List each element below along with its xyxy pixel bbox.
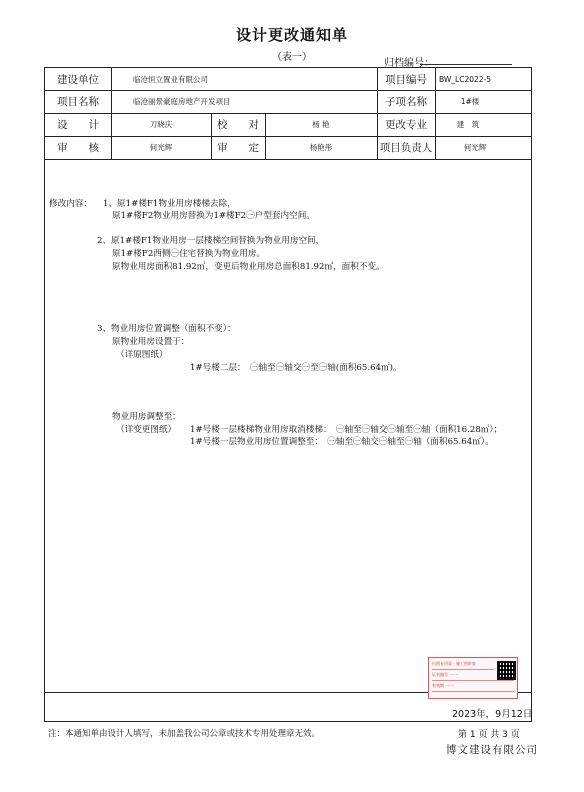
review-value: 何光辉 bbox=[149, 143, 173, 152]
content-item1-line2: 原1#楼F2物业用房替换为1#楼F2㊀户型套内空间。 bbox=[112, 211, 315, 221]
archive-number-label: 归档编号： bbox=[384, 58, 434, 69]
document-subtitle: （表一） bbox=[272, 52, 312, 63]
content-item2-line2: 原1#楼F2西侧㊀住宅替换为物业用房。 bbox=[112, 249, 266, 259]
stamp-divider bbox=[432, 680, 514, 681]
document-title: 设计更改通知单 bbox=[235, 26, 348, 44]
label-major: 更改专业 bbox=[385, 119, 427, 131]
design-value: 刀晓庆 bbox=[149, 120, 173, 129]
content-item1-line1: 1、原1#楼F1物业用房楼梯去除， bbox=[103, 199, 236, 209]
label-review: 审 核 bbox=[57, 142, 99, 154]
label-project-leader: 项目负责人 bbox=[379, 142, 433, 154]
review-stamp bbox=[428, 657, 518, 699]
major-value: 建 筑 bbox=[456, 120, 480, 129]
label-approve: 审 定 bbox=[217, 142, 259, 154]
check-value: 杨 艳 bbox=[312, 120, 330, 129]
content-item3-line7: 1#号楼一层物业用房位置调整至： ㊀轴至㊀轴交㊀轴至㊀轴（面积65.64㎡）。 bbox=[190, 437, 494, 447]
label-project-name: 项目名称 bbox=[57, 96, 99, 108]
label-project-number: 项目编号 bbox=[385, 73, 427, 86]
footer-note: 注：本通知单由设计人填写，未加盖我公司公章或技术专用处理章无效。 bbox=[48, 729, 321, 739]
qr-code-icon bbox=[497, 661, 516, 680]
label-check: 校 对 bbox=[217, 119, 259, 131]
stamp-divider bbox=[432, 669, 494, 670]
stamp-line3: 有效期 ······· bbox=[432, 683, 455, 688]
content-item3-line2: 原物业用房设置于： bbox=[112, 337, 190, 347]
project-leader-value: 何光辉 bbox=[463, 143, 487, 152]
content-item2-line3: 原物业用房面积81.92㎡，变更后物业用房总面积81.92㎡，面积不变。 bbox=[112, 262, 385, 272]
stamp-line1: 出图专用章 · 施工图审查 bbox=[432, 661, 476, 666]
row-divider bbox=[45, 159, 532, 160]
company-name: 博文建设有限公司 bbox=[446, 744, 538, 756]
stamp-divider bbox=[432, 691, 514, 692]
content-item3-line6: 1#号楼一层楼梯物业用房取消楼梯： ㊀轴至㊀轴交㊀轴至㊀轴（面积16.28㎡）； bbox=[190, 425, 503, 435]
content-item3-line3: （详原图纸） bbox=[116, 350, 168, 360]
content-item2-line1: 2、原1#楼F1物业用房一层楼梯空间替换为物业用房空间， bbox=[97, 236, 325, 246]
notice-form bbox=[44, 67, 532, 722]
label-design: 设 计 bbox=[57, 119, 99, 131]
stamp-line2: 证书编号 ······· bbox=[432, 672, 459, 677]
approve-value: 杨艳彤 bbox=[309, 143, 333, 152]
construction-unit-value: 临沧恒立置业有限公司 bbox=[133, 74, 208, 84]
issue-date: 2023年，9月12日 bbox=[452, 709, 533, 720]
project-number-value: BW_LC2022-5 bbox=[438, 74, 492, 84]
page-indicator: 第 1 页 共 3 页 bbox=[458, 730, 520, 740]
archive-number-field[interactable] bbox=[420, 64, 512, 65]
sub-item-value: 1#楼 bbox=[460, 97, 480, 106]
content-item3-line4: 1#号楼二层： ㊀轴至㊀轴交㊀至㊀轴(面积65.64㎡)。 bbox=[190, 363, 402, 373]
label-sub-item: 子项名称 bbox=[385, 96, 427, 108]
content-item3-line6-left: （详变更图纸） bbox=[116, 425, 177, 435]
project-name-value: 临沧丽景豪庭房地产开发项目 bbox=[133, 97, 231, 106]
content-item3-line5: 物业用房调整至： bbox=[112, 412, 181, 422]
label-construction-unit: 建设单位 bbox=[57, 73, 99, 86]
content-intro-label: 修改内容： bbox=[49, 199, 92, 209]
content-item3-line1: 3、物业用房位置调整（面积不变）： bbox=[97, 324, 236, 334]
